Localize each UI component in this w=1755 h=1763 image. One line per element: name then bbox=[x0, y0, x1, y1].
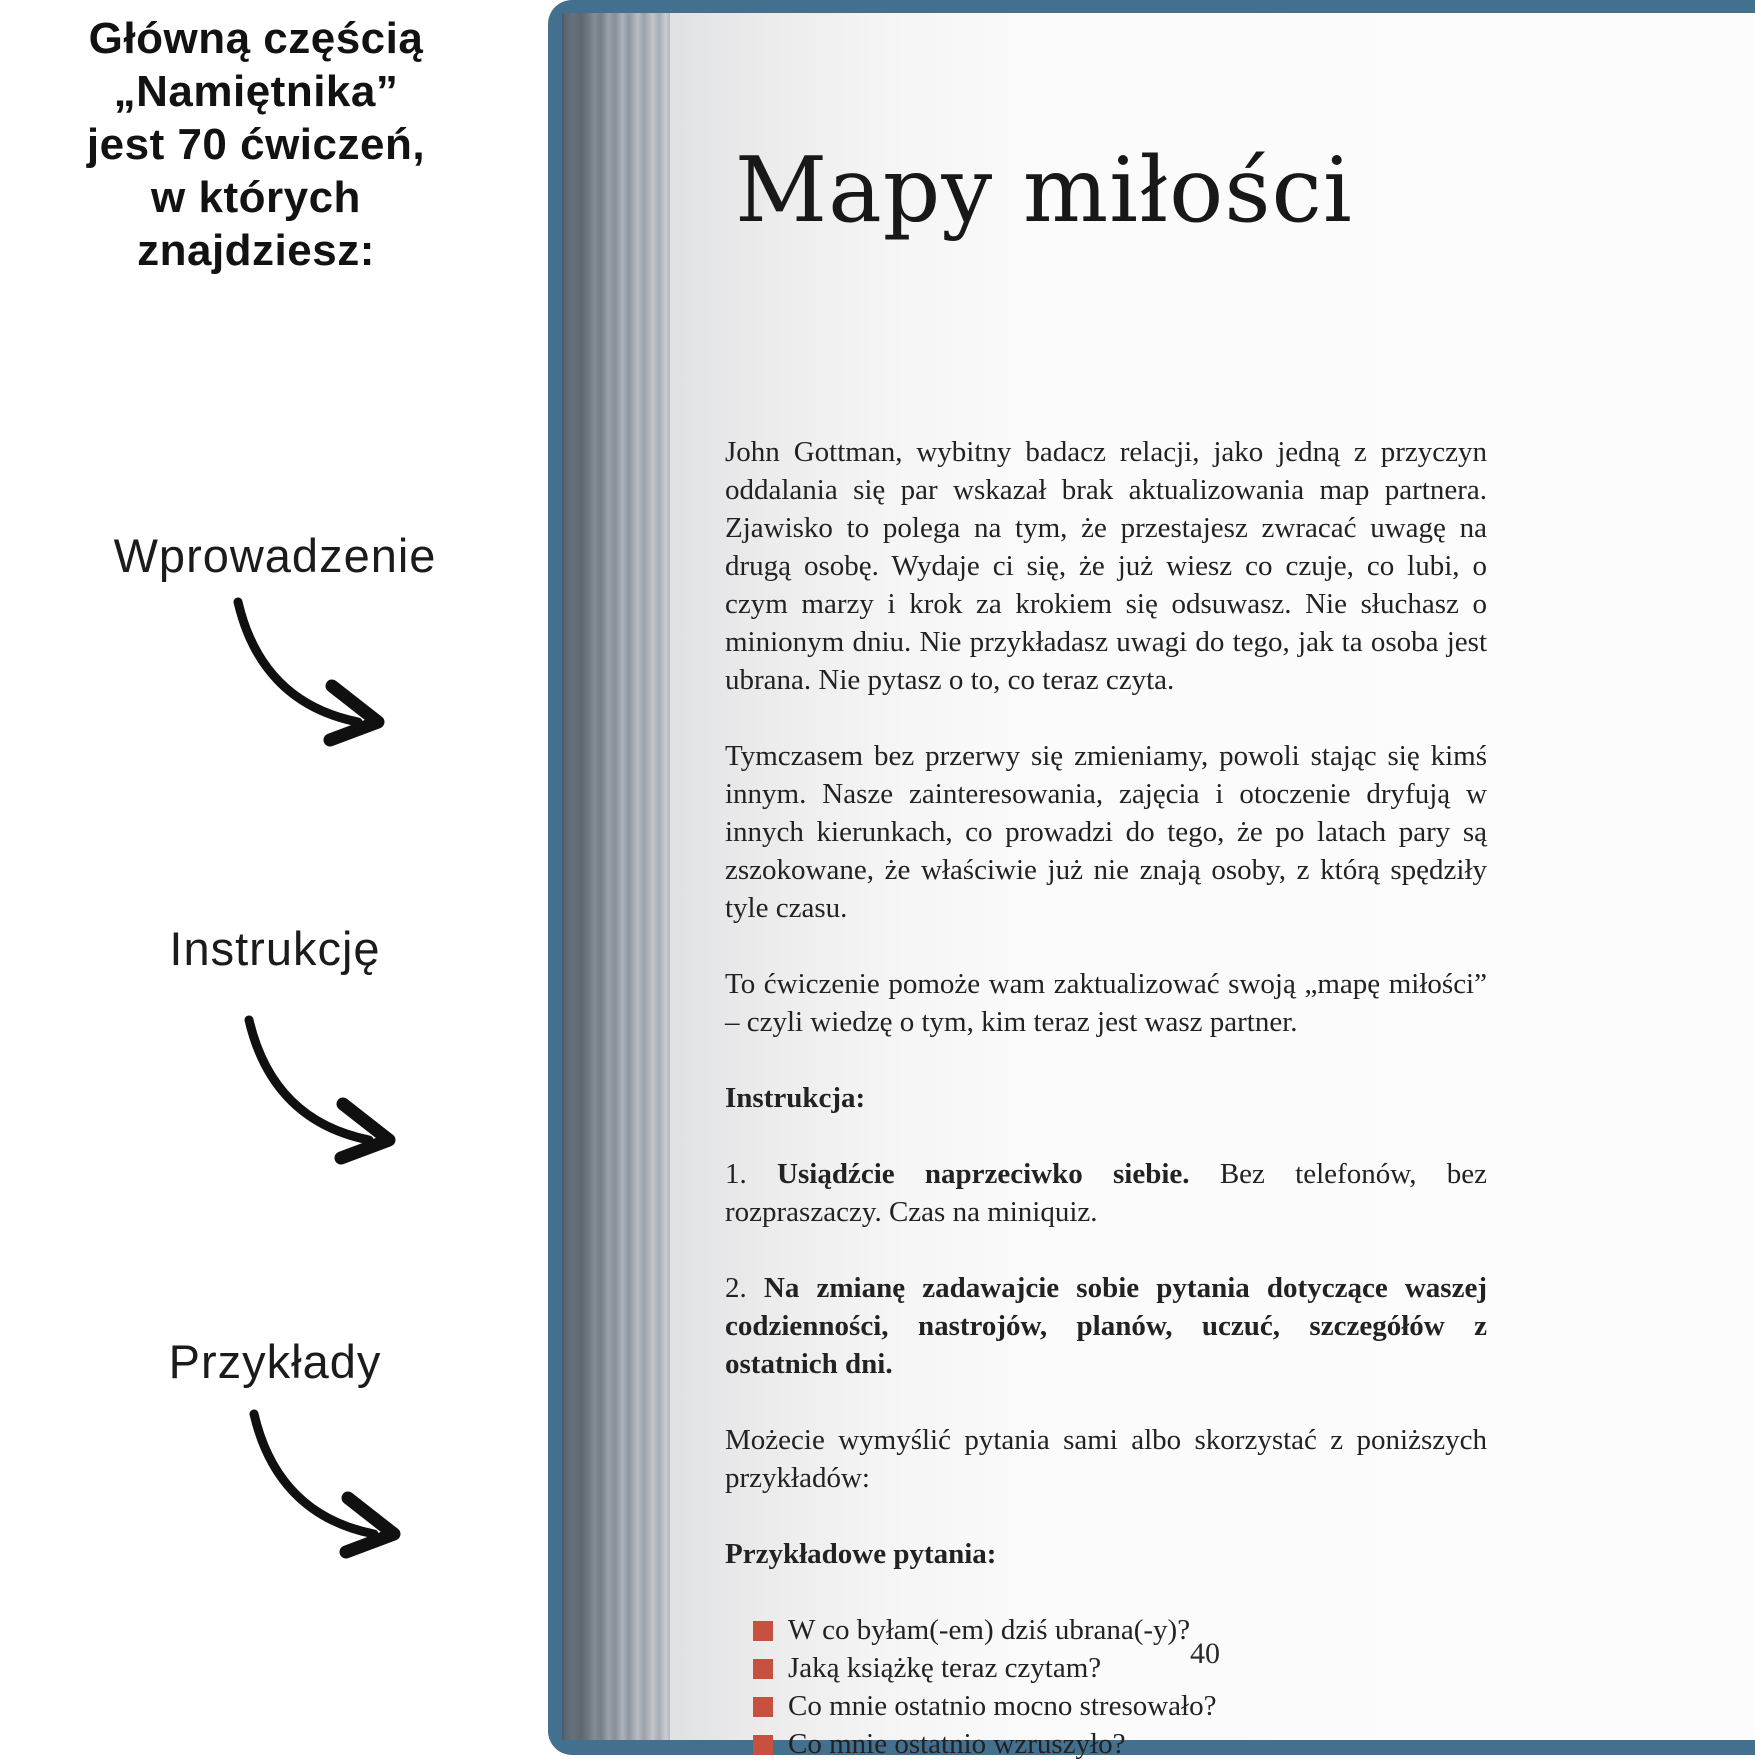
bullet-square-icon bbox=[753, 1621, 773, 1641]
step-bold-text: Na zmianę zadawajcie sobie pytania dotyczące waszej codzienności, nastrojów, planów, uczuć, szczegółów z ostatnich dni. bbox=[725, 1272, 1487, 1380]
question-text: Jaką książkę teraz czytam? bbox=[788, 1652, 1102, 1684]
bullet-square-icon bbox=[753, 1735, 773, 1755]
list-item bbox=[753, 1725, 1487, 1763]
paragraph: Tymczasem bez przerwy się zmieniamy, powoli stając się kimś innym. Nasze zainteresowania, zajęcia i otoczenie dryfują w innych kierunkach, co prowadzi do tego, że po latach pary są zszokowane, że właściwie już nie znają osoby, z którą spędziły tyle czasu. bbox=[725, 740, 1487, 924]
annotation-label-wprowadzenie: Wprowadzenie bbox=[113, 529, 437, 582]
curved-arrow-icon bbox=[233, 1014, 413, 1164]
curved-arrow-icon bbox=[238, 1408, 418, 1558]
bullet-square-icon bbox=[753, 1659, 773, 1679]
bullet-square-icon bbox=[753, 1697, 773, 1717]
question-text: Co mnie ostatnio mocno stresowało? bbox=[788, 1690, 1217, 1722]
question-text: W co byłam(-em) dziś ubrana(-y)? bbox=[788, 1614, 1191, 1646]
instruction-heading: Instrukcja: bbox=[725, 1082, 866, 1114]
list-item bbox=[753, 1611, 1487, 1649]
annotation-heading: Główną częścią „Namiętnika” jest 70 ćwiczeń, w których znajdziesz: bbox=[86, 14, 426, 275]
questions-list bbox=[753, 1611, 1487, 1763]
page-number: 40 bbox=[1190, 1637, 1220, 1670]
list-item bbox=[753, 1687, 1487, 1725]
book-page-edges bbox=[562, 13, 670, 1740]
curved-arrow-icon bbox=[222, 596, 402, 746]
paragraph: John Gottman, wybitny badacz relacji, jako jedną z przyczyn oddalania się par wskazał brak aktualizowania map partnera. Zjawisko to polega na tym, że przestajesz zwracać uwagę na drugą osobę. Wydaje ci się, że już wiesz co czuje, co lubi, o czym marzy i krok za krokiem się odsuwasz. Nie słuchasz o minionym dniu. Nie przykładasz uwagi do tego, jak ta osoba jest ubrana. Nie pytasz o to, co teraz czyta. bbox=[725, 436, 1487, 696]
question-text: Co mnie ostatnio wzruszyło? bbox=[788, 1728, 1126, 1760]
annotation-label-instrukcje: Instrukcję bbox=[169, 922, 381, 975]
list-item bbox=[753, 1649, 1487, 1687]
book-page bbox=[670, 13, 1755, 1760]
page-title: Mapy miłości bbox=[735, 138, 1353, 243]
examples-heading: Przykładowe pytania: bbox=[725, 1538, 997, 1570]
instruction-step bbox=[725, 1155, 1487, 1231]
examples-intro: Możecie wymyślić pytania sami albo skorzystać z poniższych przykładów: bbox=[725, 1424, 1487, 1494]
paragraph: To ćwiczenie pomoże wam zaktualizować swoją „mapę miłości” – czyli wiedzę o tym, kim teraz jest wasz partner. bbox=[725, 968, 1487, 1038]
instruction-step bbox=[725, 1269, 1487, 1383]
annotation-label-przyklady: Przykłady bbox=[168, 1335, 382, 1388]
step-text: Bez telefonów, bez rozpraszaczy. Czas na miniquiz. bbox=[725, 1158, 1488, 1228]
book-cover bbox=[548, 0, 1755, 1760]
step-number: 1. bbox=[725, 1158, 747, 1190]
step-bold-text: Usiądźcie naprzeciwko siebie. bbox=[777, 1158, 1190, 1190]
step-number: 2. bbox=[725, 1272, 747, 1304]
page-body bbox=[725, 433, 1487, 1763]
